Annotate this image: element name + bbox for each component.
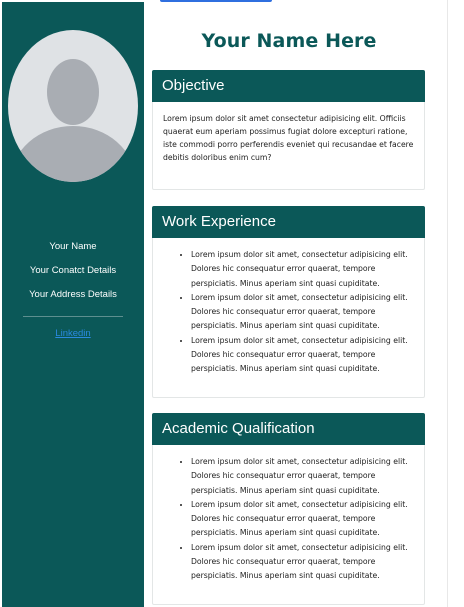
objective-heading: Objective	[152, 70, 425, 102]
sidebar-divider	[23, 316, 123, 317]
sidebar	[2, 2, 144, 607]
work-experience-heading: Work Experience	[152, 206, 425, 238]
right-divider	[447, 0, 448, 607]
user-avatar-icon	[8, 30, 138, 182]
list-item: • Lorem ipsum dolor sit amet, consectetur adipisicing elit. Dolores hic consequatur error quaerat, tempore perspiciatis. Minus aperiam sint quasi cupiditate.	[191, 334, 414, 377]
academic-section	[152, 413, 425, 605]
work-experience-list	[163, 248, 414, 377]
contact-info	[2, 238, 144, 340]
objective-section	[152, 70, 425, 190]
sidebar-name: Your Name	[49, 241, 97, 252]
list-item: • Lorem ipsum dolor sit amet, consectetur adipisicing elit. Dolores hic consequatur error quaerat, tempore perspiciatis. Minus aperiam sint quasi cupiditate.	[191, 541, 414, 584]
sidebar-contact: Your Conatct Details	[29, 265, 117, 276]
academic-list	[163, 455, 414, 584]
list-item: • Lorem ipsum dolor sit amet, consectetur adipisicing elit. Dolores hic consequatur error quaerat, tempore perspiciatis. Minus aperiam sint quasi cupiditate.	[191, 248, 414, 291]
objective-body	[153, 102, 424, 174]
work-experience-body	[153, 238, 424, 387]
list-item: • Lorem ipsum dolor sit amet, consectetur adipisicing elit. Dolores hic consequatur error quaerat, tempore perspiciatis. Minus aperiam sint quasi cupiditate.	[191, 455, 414, 498]
sidebar-address: Your Address Details	[29, 289, 117, 300]
page-title: Your Name Here	[201, 30, 377, 52]
objective-text: Lorem ipsum dolor sit amet consectetur adipisicing elit. Officiis quaerat eum aperiam possimus fugiat dolore excepturi ratione, iste commodi porro perferendis eveniet qui recusandae et facere debitis doloribus enim cum?	[163, 114, 414, 162]
work-experience-section	[152, 206, 425, 398]
top-action-button[interactable]	[160, 0, 272, 2]
academic-heading: Academic Qualification	[152, 413, 425, 445]
linkedin-link[interactable]: Linkedin	[55, 328, 91, 339]
profile-avatar	[8, 30, 138, 182]
list-item: • Lorem ipsum dolor sit amet, consectetur adipisicing elit. Dolores hic consequatur error quaerat, tempore perspiciatis. Minus aperiam sint quasi cupiditate.	[191, 498, 414, 541]
list-item: • Lorem ipsum dolor sit amet, consectetur adipisicing elit. Dolores hic consequatur error quaerat, tempore perspiciatis. Minus aperiam sint quasi cupiditate.	[191, 291, 414, 334]
academic-body	[153, 445, 424, 594]
